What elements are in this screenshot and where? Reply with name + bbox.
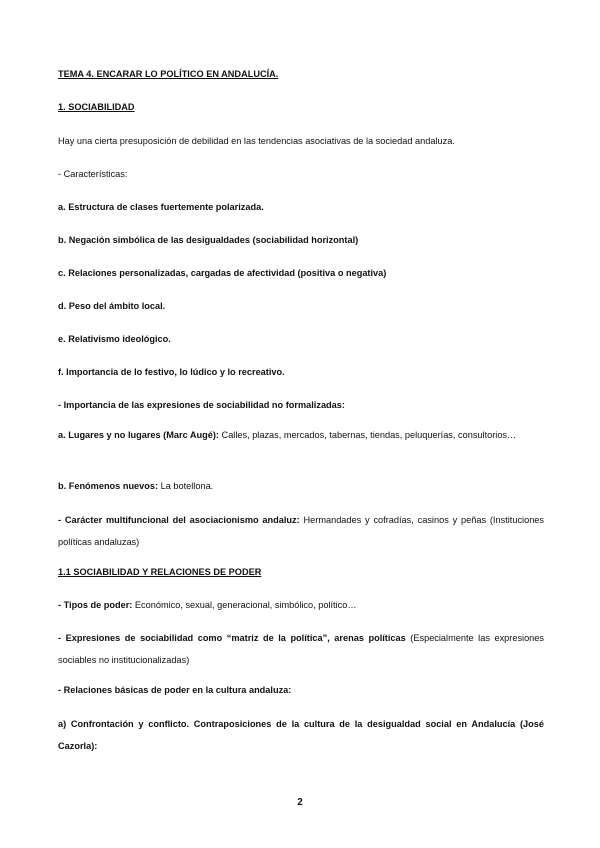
informal-item-text: Hermandades y cofradías, casinos y peñas (Instituciones políticas andaluzas) <box>58 515 545 547</box>
informal-expressions-label: - Importancia de las expresiones de sociabilidad no formalizadas: <box>58 400 345 410</box>
characteristic-item: d. Peso del ámbito local. <box>58 301 166 311</box>
section-heading-sociabilidad: 1. SOCIABILIDAD <box>58 102 135 112</box>
informal-item-multifunctional <box>58 509 544 553</box>
power-item-lead: - Expresiones de sociabilidad como “matriz de la política”, arenas políticas <box>58 633 406 643</box>
confrontation-paragraph: a) Confrontación y conflicto. Contraposiciones de la cultura de la desigualdad social en Andalucía (José Cazorla): <box>58 719 544 751</box>
document-title: TEMA 4. ENCARAR LO POLÍTICO EN ANDALUCÍA. <box>58 69 279 79</box>
characteristics-label: - Características: <box>58 169 128 179</box>
informal-item-lead: a. Lugares y no lugares (Marc Augé): <box>58 430 219 440</box>
basic-relations-label: - Relaciones básicas de poder en la cultura andaluza: <box>58 685 292 695</box>
informal-item-lead: b. Fenómenos nuevos: <box>58 481 159 491</box>
informal-item-lead: - Carácter multifuncional del asociacionismo andaluz: <box>58 515 300 525</box>
informal-item-new-phenomena <box>58 479 544 494</box>
characteristic-item: f. Importancia de lo festivo, lo lúdico y lo recreativo. <box>58 367 285 377</box>
power-item-lead: - Tipos de poder: <box>58 600 133 610</box>
informal-item-places <box>58 424 544 446</box>
characteristic-item: c. Relaciones personalizadas, cargadas de afectividad (positiva o negativa) <box>58 268 387 278</box>
informal-item-text: La botellona. <box>158 481 214 491</box>
characteristic-item: e. Relativismo ideológico. <box>58 334 171 344</box>
page-number: 2 <box>297 797 303 808</box>
intro-paragraph: Hay una cierta presuposición de debilidad en las tendencias asociativas de la sociedad andaluza. <box>58 136 455 146</box>
characteristic-item: b. Negación simbólica de las desigualdades (sociabilidad horizontal) <box>58 235 359 245</box>
power-item-text: Económico, sexual, generacional, simbólico, político… <box>132 600 357 610</box>
informal-item-text: Calles, plazas, mercados, tabernas, tiendas, peluquerías, consultorios… <box>219 430 517 440</box>
power-item-types <box>58 598 544 613</box>
characteristic-item: a. Estructura de clases fuertemente polarizada. <box>58 202 264 212</box>
power-item-text: (Especialmente las expresiones sociables no institucionalizadas) <box>58 633 544 665</box>
power-item-expressions <box>58 627 544 671</box>
section-heading-sociabilidad-poder: 1.1 SOCIABILIDAD Y RELACIONES DE PODER <box>58 567 262 577</box>
